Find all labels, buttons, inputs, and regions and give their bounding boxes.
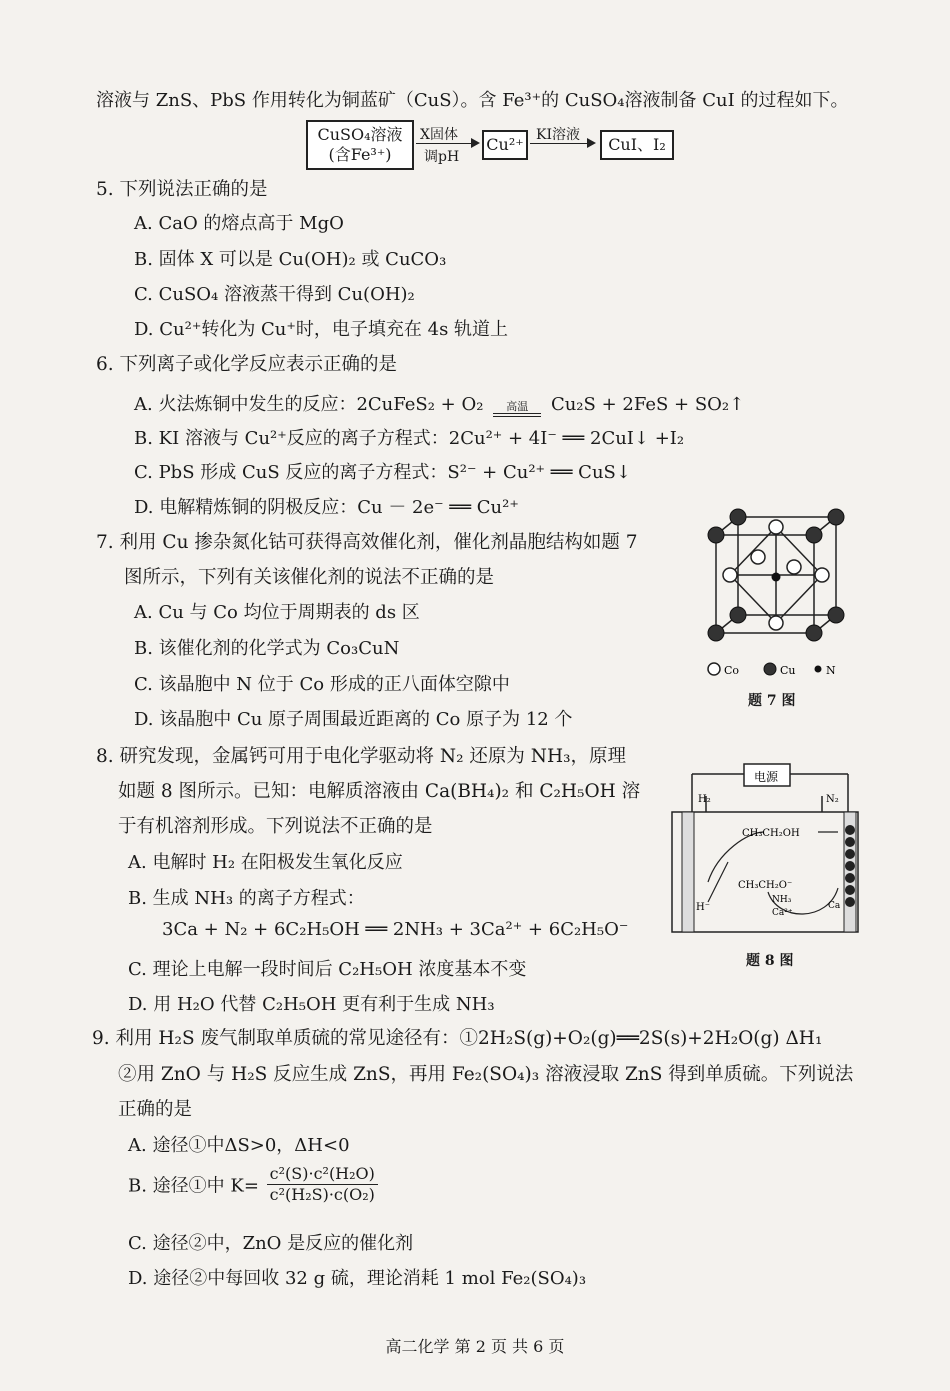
ethanol-label: CH₃CH₂OH bbox=[742, 828, 800, 839]
co-atom bbox=[723, 568, 737, 582]
q5-stem: 5. 下列说法正确的是 bbox=[96, 179, 268, 200]
cu-atom bbox=[730, 607, 746, 623]
q6-option-c: C. PbS 形成 CuS 反应的离子方程式：S²⁻ + Cu²⁺ ══ CuS↓ bbox=[134, 462, 631, 483]
equilibrium-constant-fraction bbox=[267, 1164, 378, 1205]
cu-atom bbox=[806, 527, 822, 543]
q8-stem-line3: 于有机溶剂形成。下列说法不正确的是 bbox=[118, 816, 433, 837]
cu-atom bbox=[828, 509, 844, 525]
q9-stem-line2: ②用 ZnO 与 H₂S 反应生成 ZnS，再用 Fe₂(SO₄)₃ 溶液浸取 ZnS 得到单质硫。下列说法 bbox=[118, 1064, 854, 1085]
anode-electrode bbox=[682, 812, 694, 932]
q9-option-b bbox=[128, 1164, 378, 1205]
q9-stem-line3: 正确的是 bbox=[118, 1099, 193, 1120]
ca-deposit bbox=[845, 837, 855, 847]
ca-deposit bbox=[845, 849, 855, 859]
co-atom bbox=[815, 568, 829, 582]
condition-label: 高温 bbox=[506, 400, 529, 413]
ca-deposit bbox=[845, 825, 855, 835]
q8-option-a: A. 电解时 H₂ 在阳极发生氧化反应 bbox=[128, 852, 403, 873]
q7-crystal-figure bbox=[700, 505, 860, 715]
flow-step2-top: KI溶液 bbox=[536, 127, 580, 143]
ca-label: Ca bbox=[828, 901, 841, 911]
q9-option-d: D. 途径②中每回收 32 g 硫，理论消耗 1 mol Fe₂(SO₄)₃ bbox=[128, 1268, 587, 1289]
q7-option-d: D. 该晶胞中 Cu 原子周围最近距离的 Co 原子为 12 个 bbox=[134, 709, 573, 730]
legend-n-icon bbox=[815, 666, 822, 673]
q8-option-b-equation: 3Ca + N₂ + 6C₂H₅OH ══ 2NH₃ + 3Ca²⁺ + 6C₂H₅O⁻ bbox=[162, 919, 629, 940]
q5-option-c: C. CuSO₄ 溶液蒸干得到 Cu(OH)₂ bbox=[134, 284, 415, 305]
q9-option-a: A. 途径①中ΔS>0，ΔH<0 bbox=[128, 1135, 350, 1156]
q8-stem-line2: 如题 8 图所示。已知：电解质溶液由 Ca(BH₄)₂ 和 C₂H₅OH 溶 bbox=[118, 781, 641, 802]
q5-option-b: B. 固体 X 可以是 Cu(OH)₂ 或 CuCO₃ bbox=[134, 249, 447, 270]
q5-option-a: A. CaO 的熔点高于 MgO bbox=[134, 213, 344, 234]
q8-stem-line1: 8. 研究发现，金属钙可用于电化学驱动将 N₂ 还原为 NH₃，原理 bbox=[96, 746, 627, 767]
intro-text: 溶液与 ZnS、PbS 作用转化为铜蓝矿（CuS）。含 Fe³⁺的 CuSO₄溶液制备 CuI 的过程如下。 bbox=[96, 90, 849, 111]
cu-atom bbox=[730, 509, 746, 525]
q6-option-b: B. KI 溶液与 Cu²⁺反应的离子方程式：2Cu²⁺ + 4I⁻ ══ 2CuI↓ +I₂ bbox=[134, 428, 685, 449]
co-atom bbox=[787, 560, 801, 574]
n2-label: N₂ bbox=[826, 794, 839, 805]
legend-cu-icon bbox=[764, 663, 776, 675]
co-atom bbox=[751, 550, 765, 564]
h2-label: H₂ bbox=[698, 794, 711, 805]
flow-box-cuso4-line2: (含Fe³⁺) bbox=[328, 145, 392, 164]
legend-cu-label: Cu bbox=[780, 664, 796, 677]
legend-n-label: N bbox=[826, 664, 836, 677]
co-atom bbox=[769, 616, 783, 630]
cu-atom bbox=[708, 625, 724, 641]
reaction-arrow bbox=[708, 832, 764, 882]
flow-box-cuso4 bbox=[306, 120, 414, 170]
ca-deposit bbox=[845, 885, 855, 895]
ethoxide-label: CH₃CH₂O⁻ bbox=[738, 880, 793, 891]
q7-option-b: B. 该催化剂的化学式为 Co₃CuN bbox=[134, 638, 400, 659]
q5-option-d: D. Cu²⁺转化为 Cu⁺时，电子填充在 4s 轨道上 bbox=[134, 319, 509, 340]
q7-figure-caption: 题 7 图 bbox=[748, 693, 796, 709]
q9-stem-line1: 9. 利用 H₂S 废气制取单质硫的常见途径有：①2H₂S(g)+O₂(g)══2S(s)+2H₂O(g) ΔH₁ bbox=[92, 1028, 823, 1049]
equals-bar bbox=[493, 413, 541, 417]
power-source-label: 电源 bbox=[754, 770, 779, 784]
page-footer: 高二化学 第 2 页 共 6 页 bbox=[385, 1337, 565, 1356]
ca-deposit bbox=[845, 873, 855, 883]
q6-option-a bbox=[134, 390, 744, 417]
q7-stem-line2: 图所示，下列有关该催化剂的说法不正确的是 bbox=[124, 567, 495, 588]
n-atom bbox=[772, 573, 781, 582]
ca2-label: Ca²⁺ bbox=[772, 908, 793, 918]
flow-box-cu2: Cu²⁺ bbox=[482, 130, 528, 160]
q8-option-d: D. 用 H₂O 代替 C₂H₅OH 更有利于生成 NH₃ bbox=[128, 994, 495, 1015]
reaction-arrow bbox=[708, 862, 728, 902]
q8-option-b: B. 生成 NH₃ 的离子方程式： bbox=[128, 888, 365, 909]
q7-stem-line1: 7. 利用 Cu 掺杂氮化钴可获得高效催化剂，催化剂晶胞结构如题 7 bbox=[96, 532, 638, 553]
flow-arrow-2 bbox=[530, 143, 594, 144]
q6-option-a-products: Cu₂S + 2FeS + SO₂↑ bbox=[550, 394, 745, 415]
flow-arrow-1 bbox=[416, 143, 478, 144]
q9-option-c: C. 途径②中，ZnO 是反应的催化剂 bbox=[128, 1233, 414, 1254]
q8-electrolysis-figure bbox=[668, 752, 868, 942]
q7-option-c: C. 该晶胞中 N 位于 Co 形成的正八面体空隙中 bbox=[134, 674, 510, 695]
q8-option-c: C. 理论上电解一段时间后 C₂H₅OH 浓度基本不变 bbox=[128, 959, 527, 980]
q6-stem: 6. 下列离子或化学反应表示正确的是 bbox=[96, 354, 398, 375]
legend-co-label: Co bbox=[724, 664, 740, 677]
legend-co-icon bbox=[708, 663, 720, 675]
flow-box-cui: CuI、I₂ bbox=[600, 130, 674, 160]
nh3-label: NH₃ bbox=[772, 895, 792, 905]
flow-step1-top: X固体 bbox=[420, 127, 458, 143]
reaction-condition bbox=[493, 401, 541, 417]
cu-atom bbox=[806, 625, 822, 641]
q8-figure-caption: 题 8 图 bbox=[746, 953, 794, 969]
flow-step1-bottom: 调pH bbox=[424, 149, 460, 165]
cu-atom bbox=[708, 527, 724, 543]
ca-deposit bbox=[845, 897, 855, 907]
q6-option-d: D. 电解精炼铜的阴极反应：Cu － 2e⁻ ══ Cu²⁺ bbox=[134, 497, 519, 518]
ca-deposit bbox=[845, 861, 855, 871]
cu-atom bbox=[828, 607, 844, 623]
hminus-label: H⁻ bbox=[696, 902, 710, 913]
fraction-denominator: c²(H₂S)·c(O₂) bbox=[269, 1185, 375, 1204]
q6-option-a-reactants: A. 火法炼铜中发生的反应：2CuFeS₂ + O₂ bbox=[134, 394, 484, 415]
q9-option-b-label: B. 途径①中 K= bbox=[128, 1175, 259, 1197]
flow-box-cuso4-line1: CuSO₄溶液 bbox=[317, 125, 403, 144]
co-atom bbox=[769, 520, 783, 534]
q7-option-a: A. Cu 与 Co 均位于周期表的 ds 区 bbox=[134, 602, 420, 623]
fraction-numerator: c²(S)·c²(H₂O) bbox=[267, 1164, 378, 1185]
